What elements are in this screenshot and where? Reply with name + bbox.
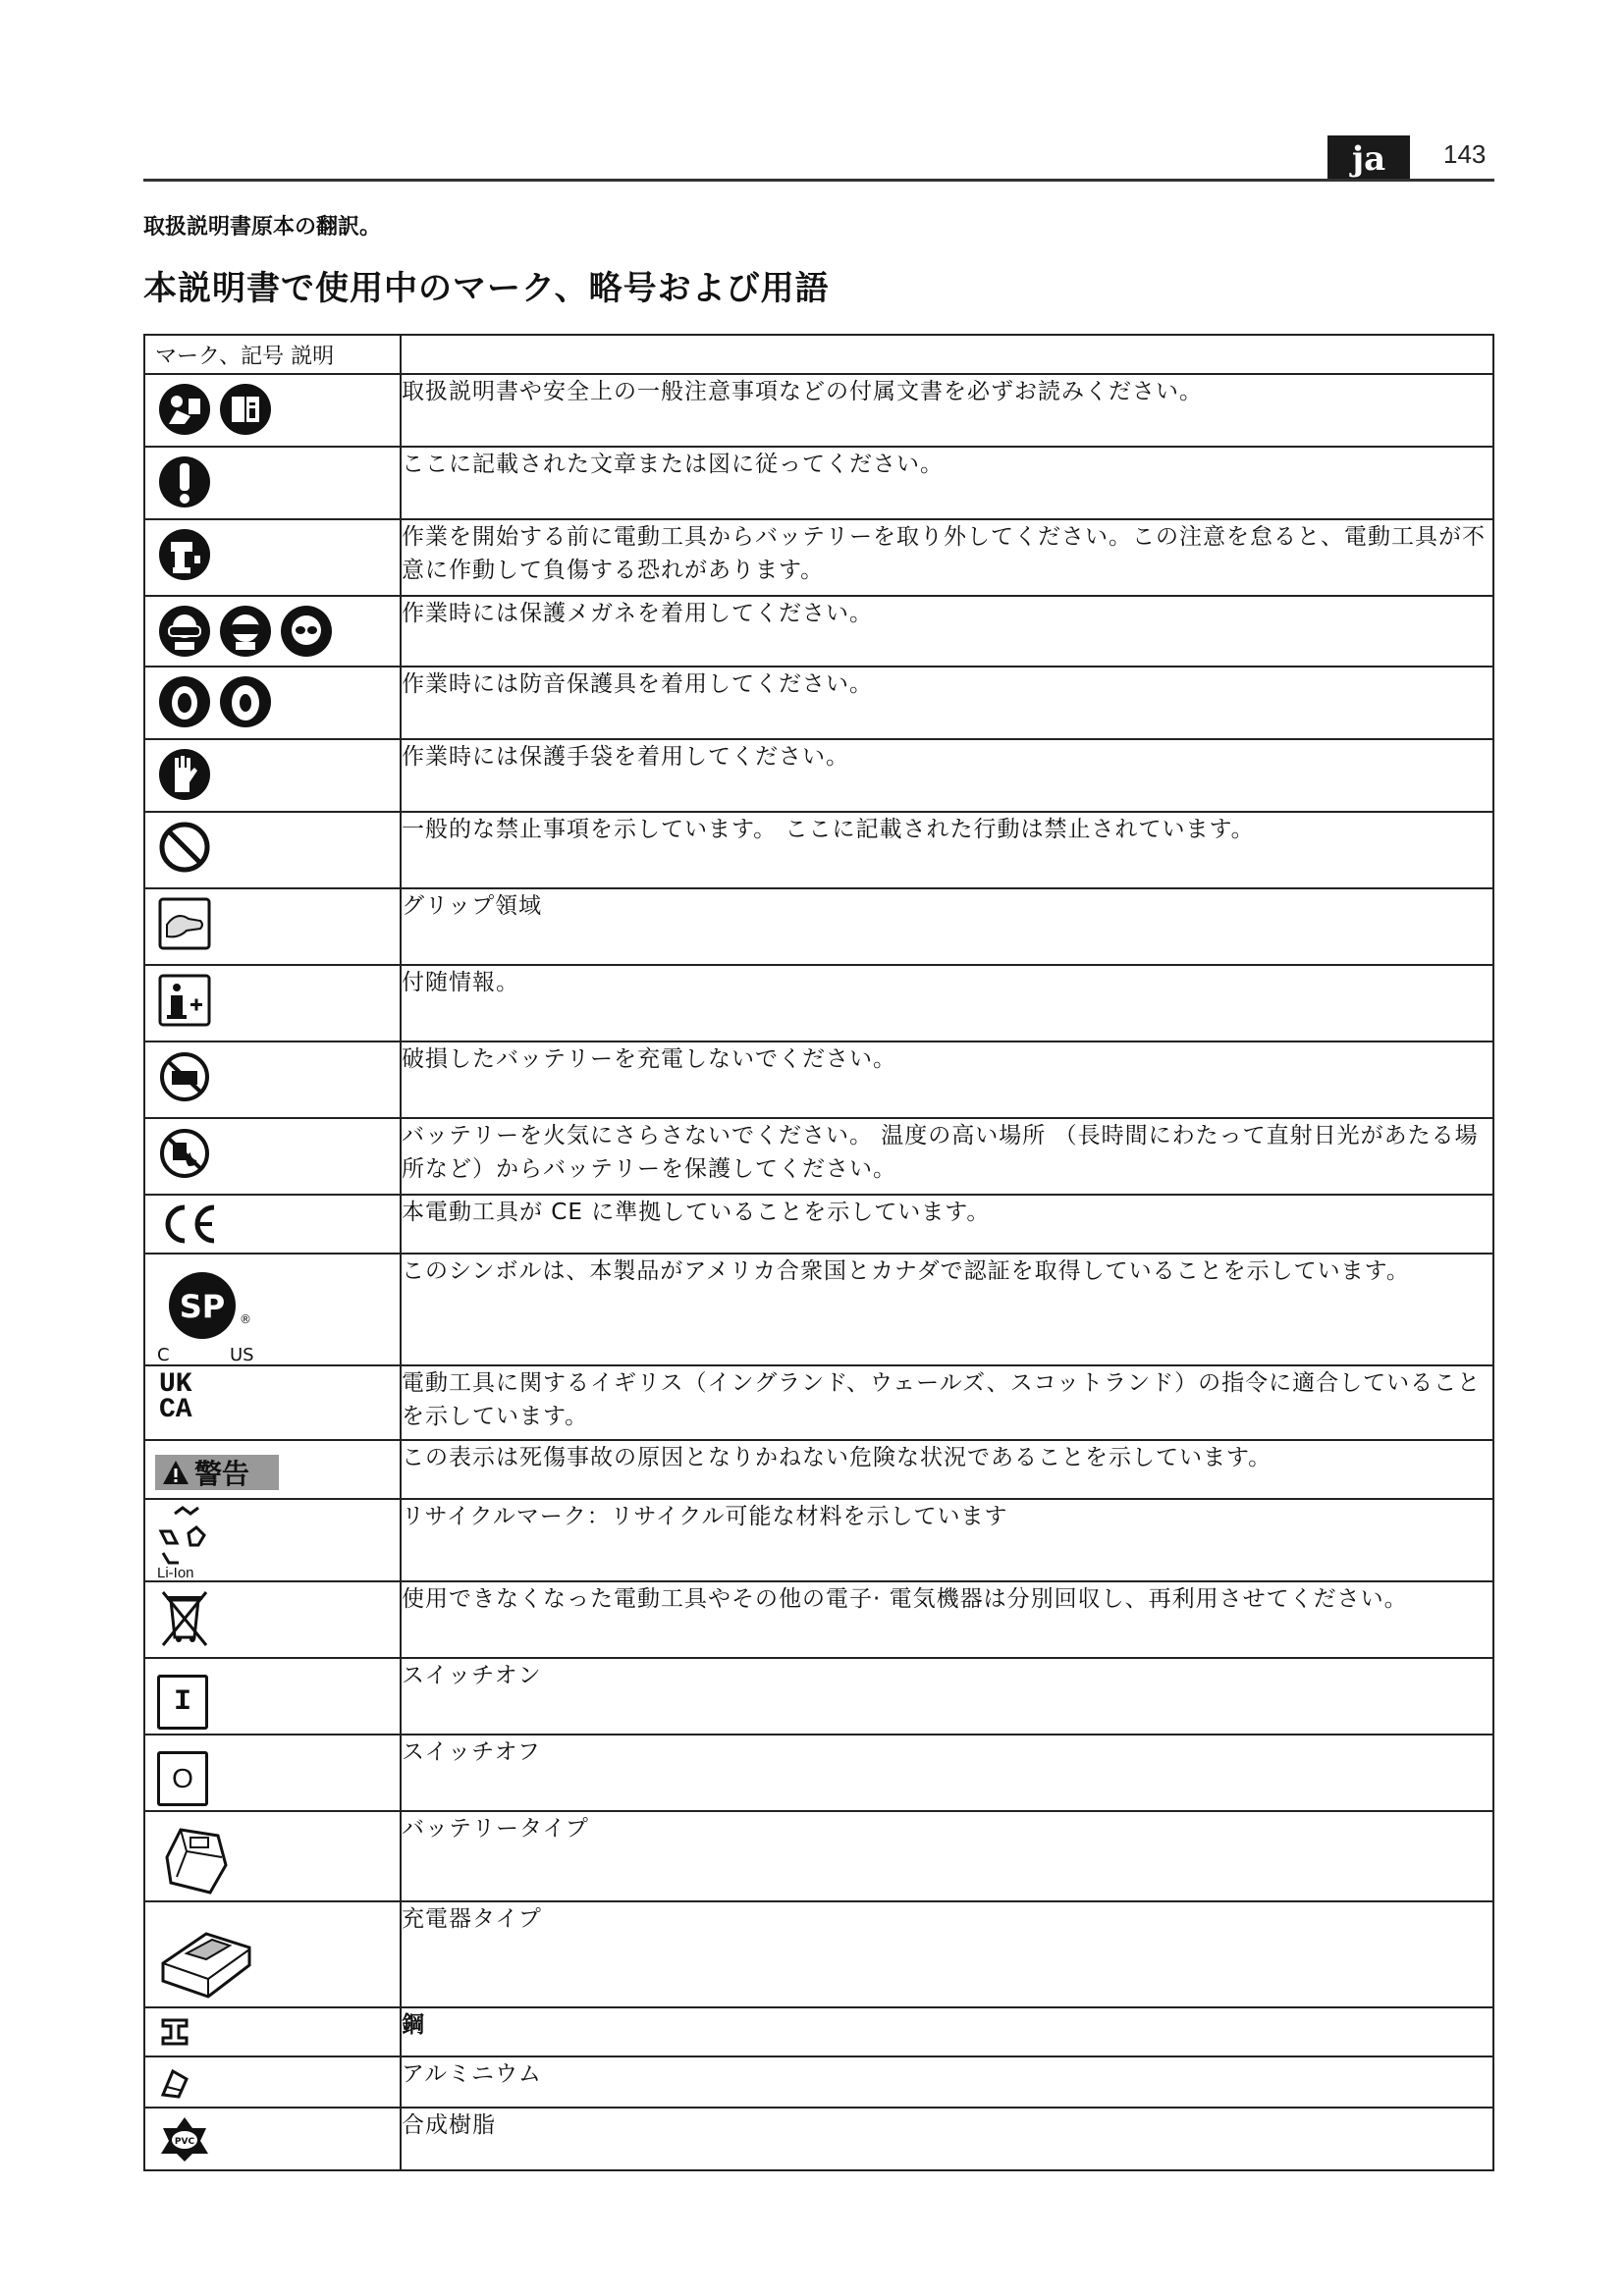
switch-on-icon xyxy=(157,1675,208,1730)
symbol-cell xyxy=(144,1365,401,1440)
prohibition-icon xyxy=(157,819,212,876)
goggles-icon xyxy=(218,603,273,660)
table-row xyxy=(144,2056,1493,2108)
description-cell: スイッチオフ xyxy=(401,1735,1493,1811)
steel-icon xyxy=(157,2014,192,2050)
switch-off-label: O xyxy=(172,1763,193,1793)
ukca-mark-icon xyxy=(159,1369,192,1425)
language-tab: ja xyxy=(1327,135,1410,181)
symbol-cell xyxy=(144,1581,401,1658)
symbol-cell xyxy=(144,1499,401,1581)
csa-mark-icon xyxy=(155,1258,273,1364)
description-cell: 本電動工具が CE に準拠していることを示しています。 xyxy=(401,1195,1493,1254)
symbol-cell xyxy=(144,812,401,888)
table-row xyxy=(144,519,1493,596)
table-row xyxy=(144,1254,1493,1365)
switch-off-icon xyxy=(157,1751,208,1806)
info-plus-icon xyxy=(157,972,212,1029)
table-row xyxy=(144,965,1493,1041)
symbol-cell xyxy=(144,1440,401,1499)
table-row xyxy=(144,739,1493,812)
description-cell: バッテリータイプ xyxy=(401,1811,1493,1901)
face-shield-icon xyxy=(279,603,334,660)
description-cell: バッテリーを火気にさらさないでください。 温度の高い場所 （長時間にわたって直射日光があたる場所など）からバッテリーを保護してください。 xyxy=(401,1118,1493,1195)
description-cell: 作業時には保護手袋を着用してください。 xyxy=(401,739,1493,812)
gloves-icon xyxy=(157,746,212,803)
table-row xyxy=(144,2007,1493,2056)
table-row xyxy=(144,1901,1493,2007)
symbol-cell xyxy=(144,519,401,596)
description-cell: リサイクルマーク：リサイクル可能な材料を示しています xyxy=(401,1499,1493,1581)
table-row xyxy=(144,888,1493,965)
warning-label-text: 警告 xyxy=(194,1458,250,1490)
csa-registered-mark: ® xyxy=(240,1312,251,1326)
table-row xyxy=(144,596,1493,667)
table-row xyxy=(144,1499,1493,1581)
description-cell: 作業を開始する前に電動工具からバッテリーを取り外してください。この注意を怠ると、電動工具が不意に作動して負傷する恐れがあります。 xyxy=(401,519,1493,596)
switch-on-label: I xyxy=(173,1685,191,1719)
plastic-icon xyxy=(157,2114,212,2163)
csa-main-label: SP xyxy=(179,1288,226,1325)
symbol-cell xyxy=(144,1195,401,1254)
warning-exclamation-icon xyxy=(157,454,212,510)
battery-type-icon xyxy=(157,1818,236,1900)
eye-protection-icon xyxy=(157,603,212,660)
symbol-cell xyxy=(144,739,401,812)
csa-right-label: US xyxy=(230,1345,254,1364)
charger-type-icon xyxy=(157,1908,255,2002)
symbol-cell xyxy=(144,667,401,739)
description-cell: グリップ領域 xyxy=(401,888,1493,965)
table-row xyxy=(144,1041,1493,1118)
table-row xyxy=(144,667,1493,739)
description-cell: 充電器タイプ xyxy=(401,1901,1493,2007)
description-cell: スイッチオン xyxy=(401,1658,1493,1735)
table-row xyxy=(144,1440,1493,1499)
table-row xyxy=(144,1118,1493,1195)
symbol-cell xyxy=(144,1901,401,2007)
grip-area-icon xyxy=(157,895,212,952)
warning-label-icon xyxy=(155,1455,279,1490)
ukca-top-label: UK xyxy=(159,1369,192,1400)
description-cell: アルミニウム xyxy=(401,2056,1493,2108)
manual-book-icon xyxy=(218,381,273,438)
read-manual-icon xyxy=(157,381,212,438)
table-header-row xyxy=(144,335,1493,374)
recycle-li-ion-icon xyxy=(155,1504,224,1580)
table-row xyxy=(144,1365,1493,1440)
description-cell: 電動工具に関するイギリス（イングランド、ウェールズ、スコットランド）の指令に適合していることを示しています。 xyxy=(401,1365,1493,1440)
aluminium-icon xyxy=(157,2065,192,2101)
table-row xyxy=(144,374,1493,447)
table-row xyxy=(144,1658,1493,1735)
page-title: 本説明書で使用中のマーク、略号および用語 xyxy=(143,269,830,308)
header-symbol-cell: マーク、記号 説明 xyxy=(144,335,401,374)
header-description-cell xyxy=(401,335,1493,374)
no-charge-damaged-battery-icon xyxy=(157,1048,212,1105)
symbol-cell xyxy=(144,447,401,519)
remove-battery-icon xyxy=(157,526,212,583)
symbols-table xyxy=(143,334,1494,2171)
table-row xyxy=(144,447,1493,519)
table-row xyxy=(144,812,1493,888)
description-cell: 鋼 xyxy=(401,2007,1493,2056)
earmuff-icon xyxy=(218,673,273,730)
table-row xyxy=(144,1735,1493,1811)
description-cell: 付随情報。 xyxy=(401,965,1493,1041)
li-ion-label: Li-Ion xyxy=(157,1565,194,1580)
symbol-cell xyxy=(144,596,401,667)
description-cell: この表示は死傷事故の原因となりかねない危険な状況であることを示しています。 xyxy=(401,1440,1493,1499)
description-cell: 破損したバッテリーを充電しないでください。 xyxy=(401,1041,1493,1118)
csa-left-label: C xyxy=(157,1345,170,1364)
symbol-cell xyxy=(144,1811,401,1901)
description-cell: 合成樹脂 xyxy=(401,2108,1493,2170)
symbol-cell xyxy=(144,1658,401,1735)
symbol-cell xyxy=(144,1041,401,1118)
description-cell: 取扱説明書や安全上の一般注意事項などの付属文書を必ずお読みください。 xyxy=(401,374,1493,447)
description-cell: 作業時には保護メガネを着用してください。 xyxy=(401,596,1493,667)
symbol-cell xyxy=(144,2108,401,2170)
symbol-cell xyxy=(144,888,401,965)
table-row xyxy=(144,1195,1493,1254)
description-cell: ここに記載された文章または図に従ってください。 xyxy=(401,447,1493,519)
description-cell: 作業時には防音保護具を着用してください。 xyxy=(401,667,1493,739)
symbol-cell xyxy=(144,374,401,447)
header-rule xyxy=(143,179,1494,182)
page-number: 143 xyxy=(1443,139,1487,169)
symbol-cell xyxy=(144,2007,401,2056)
ce-mark-icon xyxy=(157,1201,220,1247)
table-row xyxy=(144,2108,1493,2170)
description-cell: 使用できなくなった電動工具やその他の電子· 電気機器は分別回収し、再利用させてください。 xyxy=(401,1581,1493,1658)
ukca-bottom-label: CA xyxy=(159,1395,192,1425)
symbol-cell xyxy=(144,1118,401,1195)
no-fire-battery-icon xyxy=(157,1125,212,1182)
symbol-cell xyxy=(144,1735,401,1811)
weee-bin-icon xyxy=(157,1588,212,1649)
description-cell: このシンボルは、本製品がアメリカ合衆国とカナダで認証を取得していることを示しています。 xyxy=(401,1254,1493,1365)
table-row xyxy=(144,1811,1493,1901)
pvc-label: PVC xyxy=(174,2137,195,2147)
table-row xyxy=(144,1581,1493,1658)
ear-protection-icon xyxy=(157,673,212,730)
description-cell: 一般的な禁止事項を示しています。 ここに記載された行動は禁止されています。 xyxy=(401,812,1493,888)
symbol-cell xyxy=(144,965,401,1041)
symbol-cell xyxy=(144,2056,401,2108)
symbol-cell xyxy=(144,1254,401,1365)
translation-note: 取扱説明書原本の翻訳。 xyxy=(143,215,382,240)
warning-triangle-icon xyxy=(161,1459,190,1486)
